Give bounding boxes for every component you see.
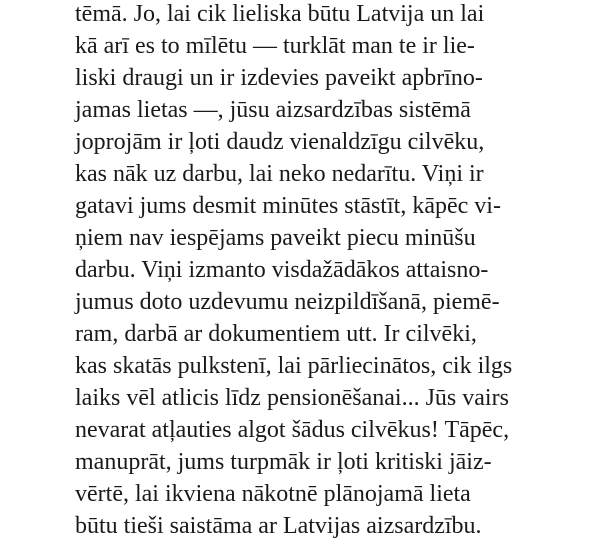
paragraph-line: joprojām ir ļoti daudz vienaldzīgu cilvēku, (75, 129, 485, 155)
paragraph-line: vērtē, lai ikviena nākotnē plānojamā lieta (75, 481, 471, 507)
paragraph-line: gatavi jums desmit minūtes stāstīt, kāpēc vi- (75, 193, 501, 219)
paragraph-text-block (75, 0, 529, 542)
paragraph-line: kas skatās pulkstenī, lai pārliecinātos, cik ilgs (75, 353, 513, 379)
paragraph-line: nevarat atļauties algot šādus cilvēkus! Tāpēc, (75, 417, 510, 443)
paragraph-line: darbu. Viņi izmanto visdažādākos attaisno- (75, 257, 489, 283)
paragraph-line: manuprāt, jums turpmāk ir ļoti kritiski jāiz- (75, 449, 492, 475)
paragraph-line: kas nāk uz darbu, lai neko nedarītu. Viņi ir (75, 161, 484, 187)
paragraph-line: jumus doto uzdevumu neizpildīšanā, piemē- (75, 289, 500, 315)
paragraph-line: ram, darbā ar dokumentiem utt. Ir cilvēki, (75, 321, 477, 347)
paragraph-line: ņiem nav iespējams paveikt piecu minūšu (75, 225, 476, 251)
paragraph-line: būtu tieši saistāma ar Latvijas aizsardzību. (75, 513, 482, 539)
paragraph-line: tēmā. Jo, lai cik lieliska būtu Latvija un lai (75, 1, 485, 27)
paragraph-line: kā arī es to mīlētu — turklāt man te ir lie- (75, 33, 475, 59)
paragraph-line: laiks vēl atlicis līdz pensionēšanai... Jūs vairs (75, 385, 509, 411)
paragraph-line: liski draugi un ir izdevies paveikt apbrīno- (75, 65, 483, 91)
paragraph-line: jamas lietas —, jūsu aizsardzības sistēmā (75, 97, 471, 123)
